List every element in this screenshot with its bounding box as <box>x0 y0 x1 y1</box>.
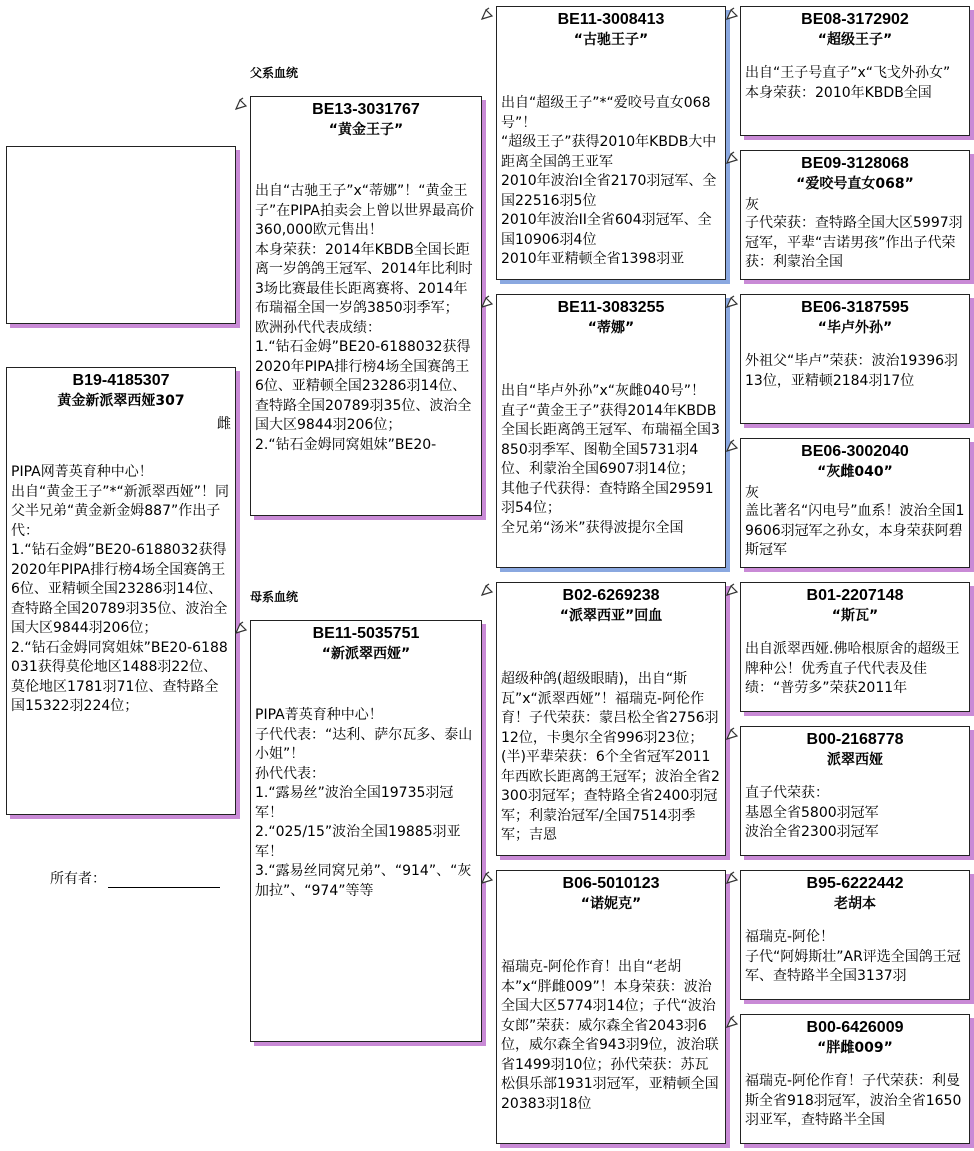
photo-placeholder <box>6 146 236 324</box>
subject-card[interactable] <box>6 367 236 815</box>
link-hook-icon[interactable] <box>480 871 494 885</box>
sss-name: “超级王子” <box>817 32 893 48</box>
sss-ring: BE08-3172902 <box>801 11 909 28</box>
ddd-desc: 福瑞克-阿伦作育！子代荣获：利曼斯全省918羽冠军，波治全省1650羽亚军，查特路半全国 <box>745 1073 962 1128</box>
sds-name: “毕卢外孙” <box>817 320 893 336</box>
paternal-label: 父系血统 <box>250 66 299 80</box>
link-hook-icon[interactable] <box>725 727 739 741</box>
link-hook-icon[interactable] <box>725 1015 739 1029</box>
subject-sex: 雌 <box>217 416 231 432</box>
link-hook-icon[interactable] <box>234 97 248 111</box>
sire-dam-card[interactable] <box>496 294 726 568</box>
ssd-card[interactable] <box>740 150 970 280</box>
sire-card[interactable] <box>250 96 482 516</box>
sdd-name: “灰雌040” <box>817 464 893 480</box>
link-hook-icon[interactable] <box>480 295 494 309</box>
sss-card[interactable] <box>740 6 970 136</box>
dss-desc: 出自派翠西娅.佛哈根原舍的超级王牌种公！优秀直子代代表及佳绩：“普劳多”荣获2011年 <box>745 641 960 696</box>
sire-desc: 出自“古驰王子”x“蒂娜”！“黄金王子”在PIPA拍卖会上曾以世界最高价360,000欧元售出！ 本身荣获：2014年KBDB全国长距离一岁鸽鸽王冠军、2014年比利时3场比赛最佳长距离赛将、2014年布瑞福全国一岁鸽3850羽季军； 欧洲孙代代表成绩： 1.“钻石金姆”BE20-6188032获得2020年PIPA排行榜4场全国赛鸽王6位、亚精顿全国23286羽14位、查特路全国20789羽35位、波治全国大区9844羽206位； 2.“钻石金姆同窝姐妹”BE20- <box>255 183 474 453</box>
sire-ring: BE13-3031767 <box>312 101 420 118</box>
link-hook-icon[interactable] <box>725 7 739 21</box>
dds-desc: 福瑞克-阿伦！ 子代“阿姆斯壮”AR评选全国鸽王冠军、查特路半全国3137羽 <box>745 929 961 984</box>
sds-desc: 外祖父“毕卢”荣获：波治19396羽13位，亚精顿2184羽17位 <box>745 353 959 389</box>
sire-sire-card[interactable] <box>496 6 726 280</box>
sds-ring: BE06-3187595 <box>801 299 909 316</box>
dds-ring: B95-6222442 <box>806 875 904 892</box>
sss-desc: 出自“王子号直子”x“飞戈外孙女” 本身荣获：2010年KBDB全国 <box>745 65 951 101</box>
dss-card[interactable] <box>740 582 970 712</box>
maternal-label: 母系血统 <box>250 590 299 604</box>
link-hook-icon[interactable] <box>480 583 494 597</box>
sdd-card[interactable] <box>740 438 970 568</box>
ssd-desc: 子代荣获：查特路全国大区5997羽冠军，平辈“吉诺男孩”作出子代荣获：利蒙治全国 <box>745 215 963 270</box>
link-hook-icon[interactable] <box>725 295 739 309</box>
link-hook-icon[interactable] <box>725 871 739 885</box>
sire-dam-ring: BE11-3083255 <box>557 299 665 316</box>
dds-name: 老胡本 <box>834 896 876 912</box>
dss-ring: B01-2207148 <box>806 587 904 604</box>
dam-ring: BE11-5035751 <box>312 625 420 642</box>
sire-dam-name: “蒂娜” <box>587 320 635 336</box>
owner-blank-line <box>108 873 220 888</box>
dsd-name: 派翠西娅 <box>827 752 883 768</box>
sds-card[interactable] <box>740 294 970 424</box>
dam-dam-ring: B06-5010123 <box>562 875 660 892</box>
dam-sire-desc: 超级种鸽(超级眼睛)，出自“斯瓦”x“派翠西娅”！福瑞克-阿伦作育！子代荣获：蒙吕松全省2756羽12位，卡奥尔全省996羽23位；(半)平辈荣获：6个全省冠军2011年西欧长距离鸽王冠军；波治全省2300羽冠军；查特路全省2400羽冠军；利蒙治冠军/全国7514羽季军；吉恩 <box>501 671 720 843</box>
owner-label: 所有者： <box>50 871 106 887</box>
subject-desc: PIPA网菁英育种中心！ 出自“黄金王子”*“新派翠西娅”！同父半兄弟“黄金新金姆887”作出子代： 1.“钻石金姆”BE20-6188032获得2020年PIPA排行榜4场全国赛鸽王6位、亚精顿全国23286羽14位、查特路全国20789羽35位、波治全国大区9844羽206位； 2.“钻石金姆同窝姐妹”BE20-6188031获得莫伦地区1488羽22位、莫伦地区1781羽71位、查特路全国15322羽224位； <box>11 464 230 714</box>
sdd-desc: 盖比著名“闪电号”血系！波治全国19606羽冠军之孙女，本身荣获阿碧斯冠军 <box>745 503 965 558</box>
link-hook-icon[interactable] <box>234 621 248 635</box>
ddd-name: “胖雌009” <box>817 1040 893 1056</box>
ssd-sex: 灰 <box>745 197 759 213</box>
dsd-desc: 直子代荣获： 基恩全省5800羽冠军 波治全省2300羽冠军 <box>745 785 879 840</box>
dsd-ring: B00-2168778 <box>806 731 904 748</box>
dam-name: “新派翠西娅” <box>321 646 411 662</box>
sire-sire-ring: BE11-3008413 <box>557 11 665 28</box>
subject-name: 黄金新派翠西娅307 <box>57 393 185 409</box>
dds-card[interactable] <box>740 870 970 1000</box>
owner-field <box>50 868 220 888</box>
dam-sire-name: “派翠西亚”回血 <box>559 608 663 624</box>
ddd-ring: B00-6426009 <box>806 1019 904 1036</box>
link-hook-icon[interactable] <box>725 583 739 597</box>
dam-desc: PIPA菁英育种中心！ 子代代表：“达利、萨尔瓦多、泰山小姐”！ 孙代代表： 1.“露易丝”波治全国19735羽冠军！ 2.“025/15”波治全国19885羽亚军！ 3.“露易丝同窝兄弟”、“914”、“灰加拉”、“974”等等 <box>255 707 473 899</box>
dam-dam-name: “诺妮克” <box>580 896 642 912</box>
sire-name: “黄金王子” <box>328 122 404 138</box>
link-hook-icon[interactable] <box>480 7 494 21</box>
subject-ring: B19-4185307 <box>72 372 170 389</box>
link-hook-icon[interactable] <box>725 439 739 453</box>
sire-sire-desc: 出自“超级王子”*“爱咬号直女068号”！ “超级王子”获得2010年KBDB大中距离全国鸽王亚军 2010年波治I全省2170羽冠军、全国22516羽5位 2010年波治II全省604羽冠军、全国10906羽4位 2010年亚精顿全省1398羽亚 <box>501 95 717 267</box>
dam-sire-card[interactable] <box>496 582 726 856</box>
dam-sire-ring: B02-6269238 <box>562 587 660 604</box>
dam-dam-desc: 福瑞克-阿伦作育！出自“老胡本”x“胖雌009”！本身荣获：波治全国大区5774羽14位；子代“波治女郎”荣获：威尔森全省2043羽6位，威尔森全省943羽9位，波治联省1499羽10位；孙代荣获：苏瓦松俱乐部1931羽冠军，亚精顿全国20383羽18位 <box>501 959 719 1112</box>
sire-sire-name: “古驰王子” <box>573 32 649 48</box>
dsd-card[interactable] <box>740 726 970 856</box>
ssd-ring: BE09-3128068 <box>801 155 909 172</box>
dam-card[interactable] <box>250 620 482 1042</box>
ddd-card[interactable] <box>740 1014 970 1144</box>
sdd-ring: BE06-3002040 <box>801 443 909 460</box>
link-hook-icon[interactable] <box>725 151 739 165</box>
sire-dam-desc: 出自“毕卢外孙”x“灰雌040号”！ 直子“黄金王子”获得2014年KBDB全国长距离鸽王冠军、布瑞福全国3850羽季军、图勒全国5731羽4位、利蒙治全国6907羽14位； 其他子代获得：查特路全国29591羽54位； 全兄弟“汤米”获得波提尔全国 <box>501 383 720 536</box>
ssd-name: “爱咬号直女068” <box>796 176 914 192</box>
dam-dam-card[interactable] <box>496 870 726 1144</box>
dss-name: “斯瓦” <box>831 608 879 624</box>
sdd-sex: 灰 <box>745 485 759 501</box>
